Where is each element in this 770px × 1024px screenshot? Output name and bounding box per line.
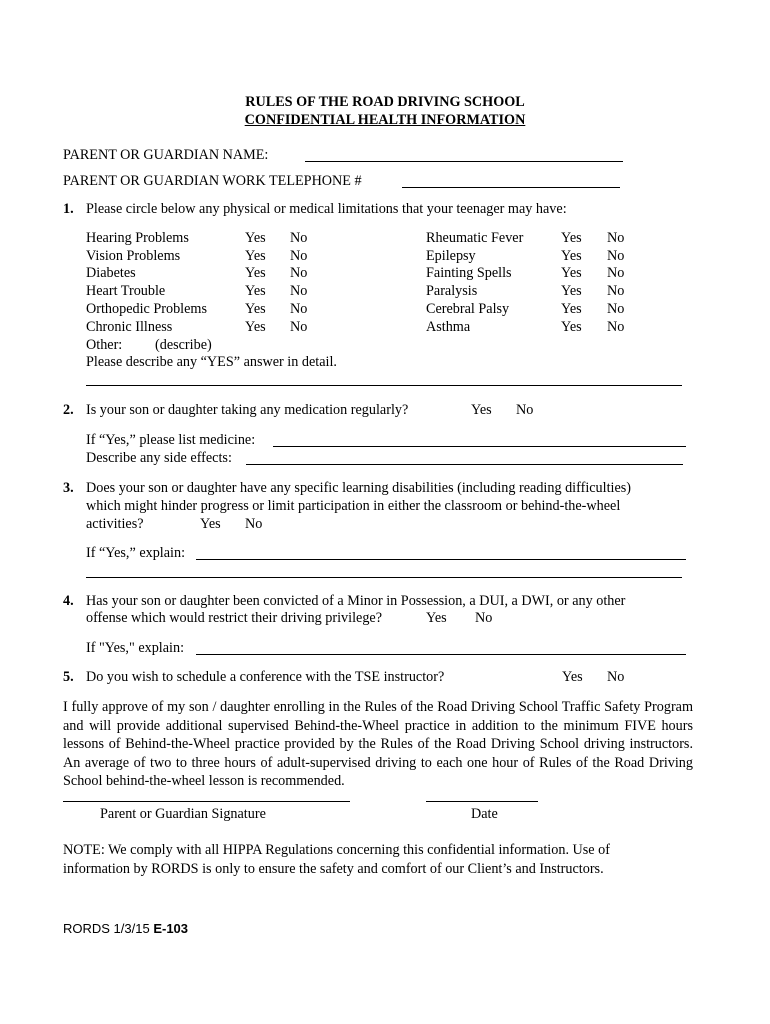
approval-paragraph: I fully approve of my son / daughter enrolling in the Rules of the Road Driving School Traffic Safety Program and will provide additional supervised Behind-the-Wheel practice in addition to the minimum FIVE hours lessons of Behind-the-Wheel practice provided by the Rules of the Road Driving School driving instructors. An average of two to three hours of adult-supervised driving to each one hour of Rules of the Road Driving School behind-the-wheel lesson is recommended. <box>63 699 693 789</box>
condition-label-left-3: Heart Trouble <box>86 283 166 299</box>
date-label: Date <box>471 806 498 822</box>
form-title: RULES OF THE ROAD DRIVING SCHOOL <box>245 94 525 110</box>
form-subtitle: CONFIDENTIAL HEALTH INFORMATION <box>244 112 526 128</box>
condition-label-right-3: Paralysis <box>426 283 478 299</box>
footer-code <box>63 920 188 938</box>
condition-no-option[interactable]: No <box>290 301 308 317</box>
condition-label-left-4: Orthopedic Problems <box>86 301 207 317</box>
signature-label: Parent or Guardian Signature <box>100 806 266 822</box>
condition-label-right-1: Epilepsy <box>426 248 476 264</box>
condition-label-left-2: Diabetes <box>86 265 136 281</box>
condition-label-right-4: Cerebral Palsy <box>426 301 510 317</box>
guardian-signature-field[interactable] <box>63 801 350 802</box>
condition-yes-option[interactable]: Yes <box>561 319 582 335</box>
condition-no-option[interactable]: No <box>290 283 308 299</box>
condition-label-left-0: Hearing Problems <box>86 230 189 246</box>
q1-describe-label: Please describe any “YES” answer in detail. <box>86 354 337 370</box>
condition-no-option[interactable]: No <box>607 230 625 246</box>
q3-no-option[interactable]: No <box>245 516 263 532</box>
condition-yes-option[interactable]: Yes <box>245 301 266 317</box>
condition-label-right-5: Asthma <box>426 319 471 335</box>
condition-no-option[interactable]: No <box>290 319 308 335</box>
q3-text-line1: Does your son or daughter have any specific learning disabilities (including reading difficulties) <box>86 480 632 496</box>
q4-explain-label: If "Yes," explain: <box>86 640 185 656</box>
q3-explain-field-2[interactable] <box>86 577 682 578</box>
guardian-phone-label: PARENT OR GUARDIAN WORK TELEPHONE # <box>63 173 362 189</box>
condition-no-option[interactable]: No <box>607 319 625 335</box>
footer-form-id: E-103 <box>153 921 189 936</box>
condition-label-right-2: Fainting Spells <box>426 265 512 281</box>
q4-text-line2: offense which would restrict their driving privilege? <box>86 610 383 626</box>
q2-no-option[interactable]: No <box>516 402 534 418</box>
q3-explain-label: If “Yes,” explain: <box>86 545 186 561</box>
guardian-name-field[interactable] <box>305 161 623 162</box>
condition-label-left-1: Vision Problems <box>86 248 181 264</box>
q2-text: Is your son or daughter taking any medication regularly? <box>86 402 409 418</box>
q5-no-option[interactable]: No <box>607 669 625 685</box>
q2-medicine-field[interactable] <box>273 446 686 447</box>
q4-yes-option[interactable]: Yes <box>426 610 447 626</box>
q4-text-line1: Has your son or daughter been convicted of a Minor in Possession, a DUI, a DWI, or any other <box>86 593 626 609</box>
hipaa-note: NOTE: We comply with all HIPPA Regulations concerning this confidential information. Use of information by RORDS is only to ensure the safety and comfort of our Client’s and Instructors. <box>63 842 610 877</box>
date-field[interactable] <box>426 801 538 802</box>
q2-number: 2. <box>63 402 74 418</box>
q2-list-label: If “Yes,” please list medicine: <box>86 432 256 448</box>
q2-side-effects-field[interactable] <box>246 464 683 465</box>
condition-yes-option[interactable]: Yes <box>245 230 266 246</box>
condition-label-right-0: Rheumatic Fever <box>426 230 524 246</box>
condition-yes-option[interactable]: Yes <box>561 283 582 299</box>
q2-yes-option[interactable]: Yes <box>471 402 492 418</box>
q1-text: Please circle below any physical or medical limitations that your teenager may have: <box>86 201 567 217</box>
q4-no-option[interactable]: No <box>475 610 493 626</box>
q3-text-line2: which might hinder progress or limit participation in either the classroom or behind-the-wheel <box>86 498 621 514</box>
condition-yes-option[interactable]: Yes <box>561 230 582 246</box>
condition-no-option[interactable]: No <box>607 301 625 317</box>
condition-no-option[interactable]: No <box>607 265 625 281</box>
q5-text: Do you wish to schedule a conference with the TSE instructor? <box>86 669 445 685</box>
q3-number: 3. <box>63 480 74 496</box>
condition-label-left-5: Chronic Illness <box>86 319 173 335</box>
footer-revision: RORDS 1/3/15 <box>63 921 150 936</box>
q5-number: 5. <box>63 669 74 685</box>
q5-yes-option[interactable]: Yes <box>562 669 583 685</box>
q3-yes-option[interactable]: Yes <box>200 516 221 532</box>
q1-number: 1. <box>63 201 74 217</box>
condition-no-option[interactable]: No <box>290 248 308 264</box>
guardian-phone-field[interactable] <box>402 187 620 188</box>
condition-yes-option[interactable]: Yes <box>561 248 582 264</box>
q4-number: 4. <box>63 593 74 609</box>
q3-explain-field[interactable] <box>196 559 686 560</box>
q4-explain-field[interactable] <box>196 654 686 655</box>
q2-side-effects-label: Describe any side effects: <box>86 450 232 466</box>
q1-other-hint: (describe) <box>155 337 212 353</box>
condition-yes-option[interactable]: Yes <box>245 283 266 299</box>
condition-no-option[interactable]: No <box>607 283 625 299</box>
condition-yes-option[interactable]: Yes <box>561 265 582 281</box>
condition-no-option[interactable]: No <box>290 230 308 246</box>
q1-describe-field[interactable] <box>86 385 682 386</box>
condition-no-option[interactable]: No <box>607 248 625 264</box>
condition-yes-option[interactable]: Yes <box>561 301 582 317</box>
condition-yes-option[interactable]: Yes <box>245 248 266 264</box>
condition-yes-option[interactable]: Yes <box>245 319 266 335</box>
guardian-name-label: PARENT OR GUARDIAN NAME: <box>63 147 269 163</box>
q1-other-label: Other: <box>86 337 123 353</box>
condition-no-option[interactable]: No <box>290 265 308 281</box>
condition-yes-option[interactable]: Yes <box>245 265 266 281</box>
q3-text-line3: activities? <box>86 516 144 532</box>
